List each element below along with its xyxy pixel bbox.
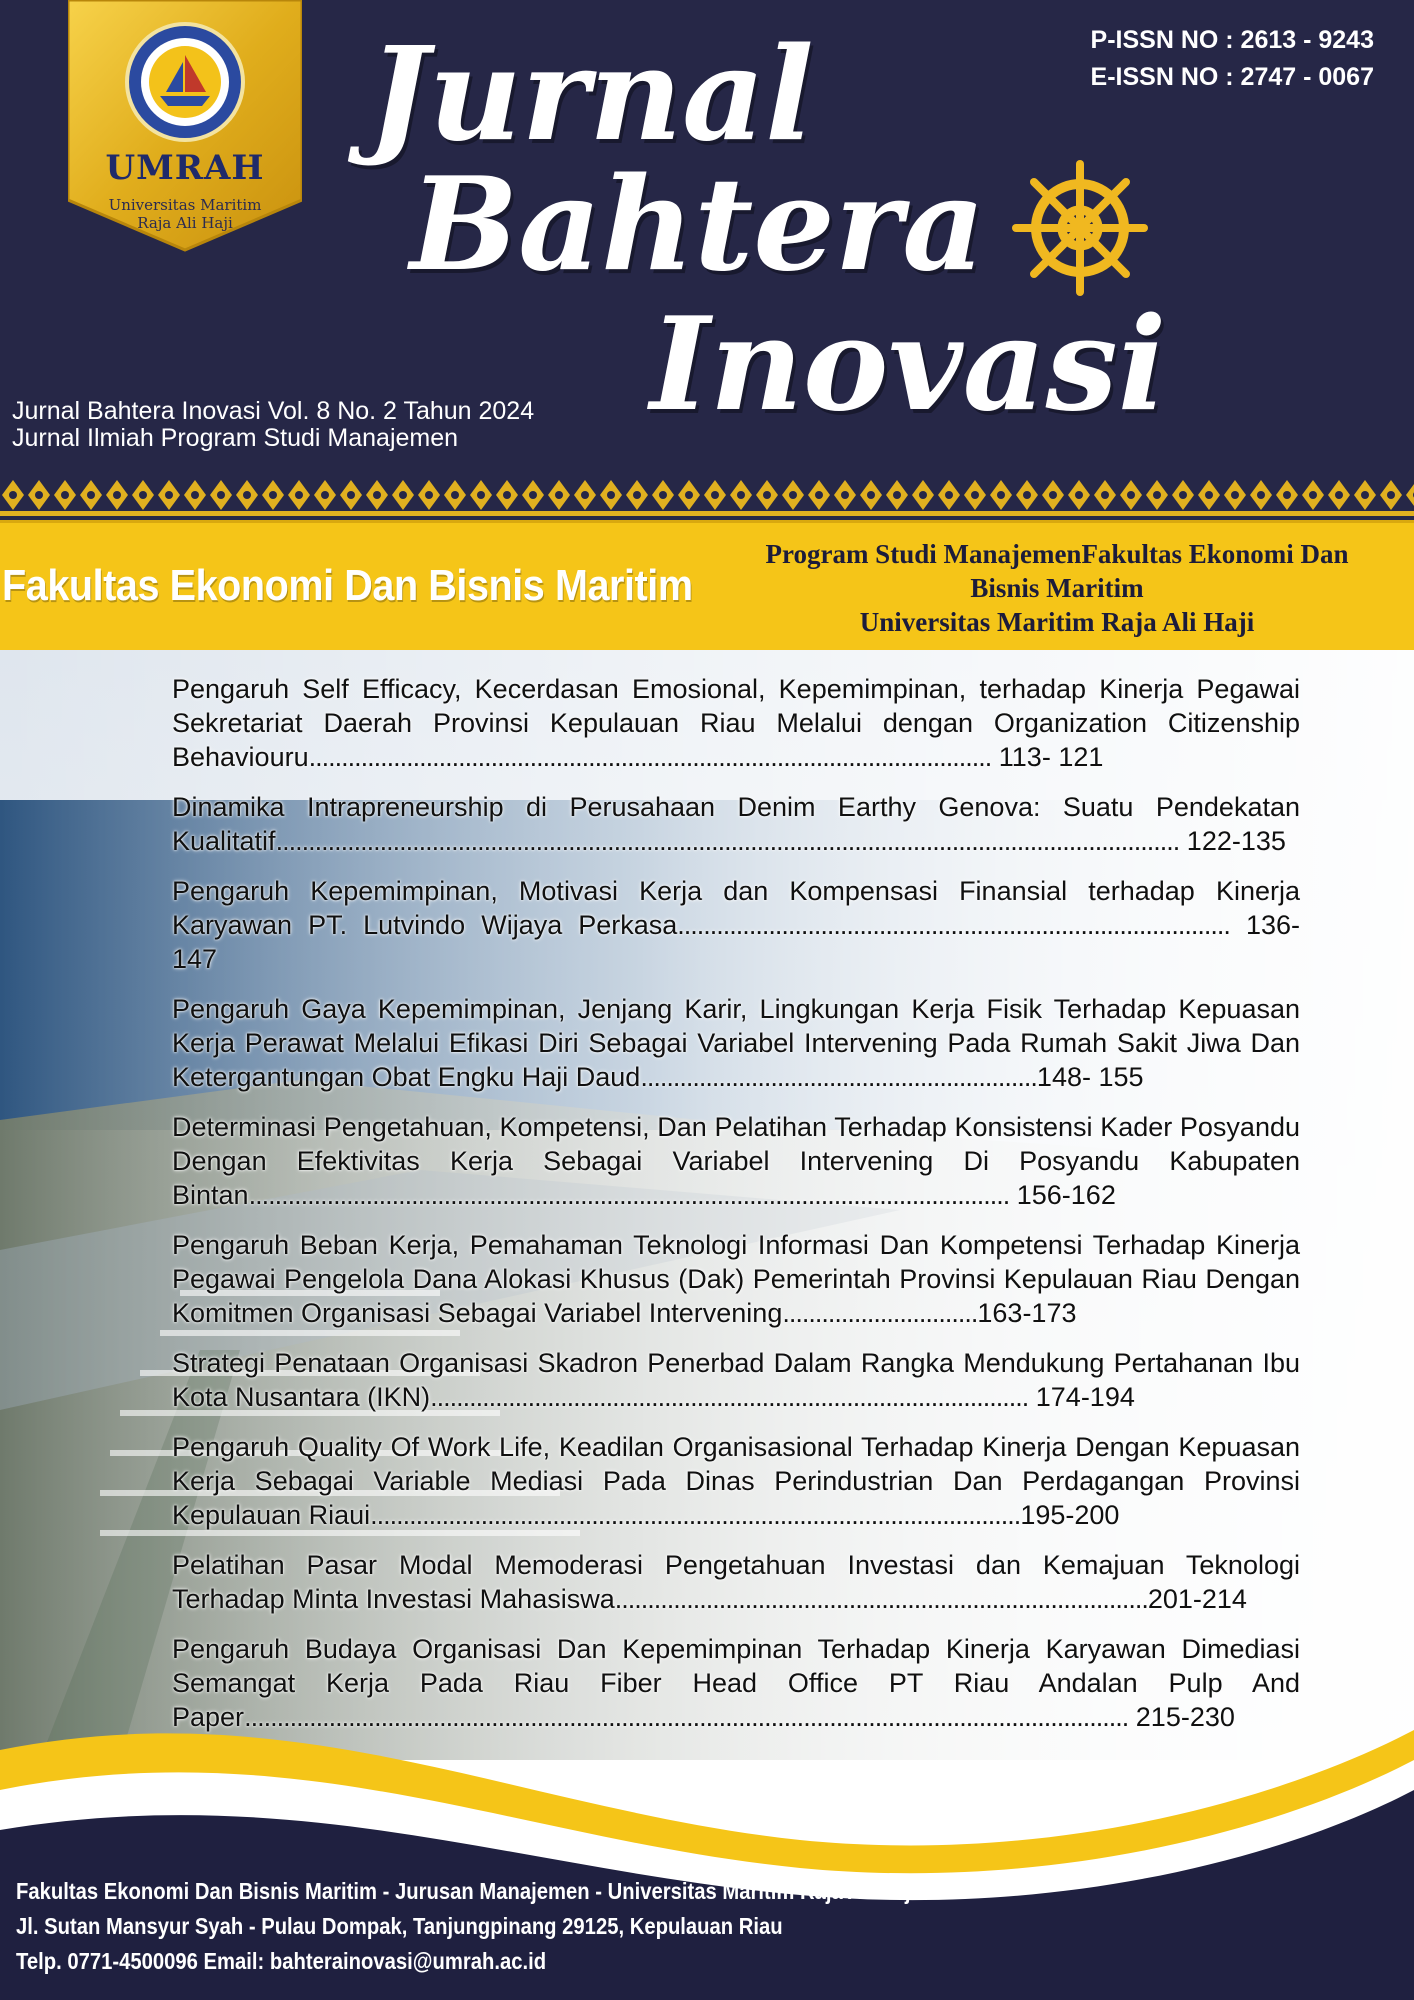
toc-title: Determinasi Pengetahuan, Kompetensi, Dan Pelatihan Terhadap Konsistensi Kader Posyandu Dengan Efektivitas Kerja Sebagai Variabel Intervening Di Posyandu Kabupaten Bintan	[172, 1112, 1300, 1210]
footer-line-1: Fakultas Ekonomi Dan Bisnis Maritim - Jurusan Manajemen - Universitas Maritim Raja Ali Haji	[16, 1878, 917, 1904]
toc-pages: 148- 155	[1036, 1062, 1144, 1092]
electronic-issn: E-ISSN NO : 2747 - 0067	[1090, 63, 1374, 91]
toc-entry[interactable]	[172, 672, 1300, 774]
ship-wheel-icon	[1010, 158, 1150, 298]
toc-leader: ............................................................................................	[430, 1382, 1029, 1412]
journal-title-line-3: Inovasi	[650, 290, 1167, 440]
toc-pages: 122-135	[1186, 826, 1286, 856]
toc-title: Pengaruh Quality Of Work Life, Keadilan Organisasional Terhadap Kinerja Dengan Kepuasan Kerja Sebagai Variable Mediasi Pada Dinas Perindustrian Dan Perdagangan Provinsi Kepulauan Riaui	[172, 1432, 1300, 1530]
toc-leader: ....................................................................................................	[370, 1500, 1021, 1530]
toc-entry[interactable]	[172, 790, 1300, 858]
badge-sub-line-1: Universitas Maritim	[108, 196, 262, 214]
ornament-border	[0, 478, 1414, 516]
toc-entry[interactable]	[172, 992, 1300, 1094]
toc-leader: .........................................................................................................	[308, 742, 992, 772]
badge-sub-line-2: Raja Ali Haji	[137, 214, 233, 232]
footer-contact	[16, 1874, 916, 1979]
toc-entry[interactable]	[172, 1548, 1300, 1616]
issn-block	[1091, 22, 1374, 96]
toc-pages: 113- 121	[998, 742, 1104, 772]
faculty-band	[0, 520, 1414, 653]
journal-title-line-2: Bahtera	[410, 150, 986, 300]
toc-leader: .....................................................................................................................	[248, 1180, 1010, 1210]
toc-title: Dinamika Intrapreneurship di Perusahaan Denim Earthy Genova: Suatu Pendekatan Kualitatif	[172, 792, 1300, 856]
footer-line-2: Jl. Sutan Mansyur Syah - Pulau Dompak, Tanjungpinang 29125, Kepulauan Riau	[16, 1913, 783, 1939]
volume-line: Jurnal Bahtera Inovasi Vol. 8 No. 2 Tahun 2024	[12, 397, 535, 425]
toc-entry[interactable]	[172, 1430, 1300, 1532]
program-line-3: Universitas Maritim Raja Ali Haji	[859, 607, 1255, 637]
badge-name: UMRAH	[105, 148, 265, 188]
toc-leader: .............................................................	[640, 1062, 1037, 1092]
toc-title: Pengaruh Budaya Organisasi Dan Kepemimpinan Terhadap Kinerja Karyawan Dimediasi Semangat Kerja Pada Riau Fiber Head Office PT Riau Andalan Pulp And Paper	[172, 1634, 1300, 1732]
toc-title: Strategi Penataan Organisasi Skadron Penerbad Dalam Rangka Mendukung Pertahanan Ibu Kota Nusantara (IKN)	[172, 1348, 1300, 1412]
toc-leader: ........................................................................................................................................	[244, 1702, 1129, 1732]
program-info	[712, 537, 1402, 639]
toc-entry[interactable]	[172, 1228, 1300, 1330]
toc-pages: 136-147	[172, 910, 1300, 974]
faculty-name: Fakultas Ekonomi Dan Bisnis Maritim	[2, 561, 693, 610]
toc-leader: ..............................	[782, 1298, 978, 1328]
toc-pages: 163-173	[977, 1298, 1077, 1328]
toc-pages: 215-230	[1135, 1702, 1235, 1732]
volume-info	[12, 398, 534, 452]
table-of-contents	[172, 672, 1300, 1750]
journal-subtitle: Jurnal Ilmiah Program Studi Manajemen	[12, 424, 459, 452]
toc-pages: 174-194	[1035, 1382, 1135, 1412]
toc-title: Pengaruh Kepemimpinan, Motivasi Kerja dan Kompensasi Finansial terhadap Kinerja Karyawan PT. Lutvindo Wijaya Perkasa	[172, 876, 1300, 940]
journal-title-line-1: Jurnal	[368, 20, 814, 170]
toc-title: Pengaruh Self Efficacy, Kecerdasan Emosional, Kepemimpinan, terhadap Kinerja Pegawai Sekretariat Daerah Provinsi Kepulauan Riau Melalui dengan Organization Citizenship Behaviouru	[172, 674, 1300, 772]
toc-entry[interactable]	[172, 1346, 1300, 1414]
toc-pages: 195-200	[1020, 1500, 1120, 1530]
toc-title: Pengaruh Beban Kerja, Pemahaman Teknologi Informasi Dan Kompetensi Terhadap Kinerja Pegawai Pengelola Dana Alokasi Khusus (Dak) Pemerintah Provinsi Kepulauan Riau Dengan Komitmen Organisasi Sebagai Variabel Intervening	[172, 1230, 1300, 1328]
footer-line-3: Telp. 0771-4500096 Email: bahterainovasi@umrah.ac.id	[16, 1948, 547, 1974]
toc-leader: ...........................................................................................................................................	[275, 826, 1180, 856]
toc-pages: 156-162	[1016, 1180, 1116, 1210]
toc-title: Pelatihan Pasar Modal Memoderasi Pengetahuan Investasi dan Kemajuan Teknologi Terhadap Minta Investasi Mahasiswa	[172, 1550, 1300, 1614]
cover-header	[0, 0, 1414, 520]
umrah-badge	[68, 0, 302, 258]
program-line-2: Bisnis Maritim	[970, 573, 1144, 603]
program-line-1: Program Studi ManajemenFakultas Ekonomi Dan	[765, 539, 1349, 569]
toc-leader: .....................................................................................	[677, 910, 1230, 940]
toc-title: Pengaruh Gaya Kepemimpinan, Jenjang Karir, Lingkungan Kerja Fisik Terhadap Kepuasan Kerja Perawat Melalui Efikasi Diri Sebagai Variabel Intervening Pada Rumah Sakit Jiwa Dan Ketergantungan Obat Engku Haji Daud	[172, 994, 1300, 1092]
toc-leader: ..................................................................................	[614, 1584, 1148, 1614]
print-issn: P-ISSN NO : 2613 - 9243	[1090, 26, 1374, 54]
toc-pages: 201-214	[1147, 1584, 1247, 1614]
toc-entry[interactable]	[172, 874, 1300, 976]
toc-entry[interactable]	[172, 1110, 1300, 1212]
badge-subtitle	[68, 196, 302, 232]
